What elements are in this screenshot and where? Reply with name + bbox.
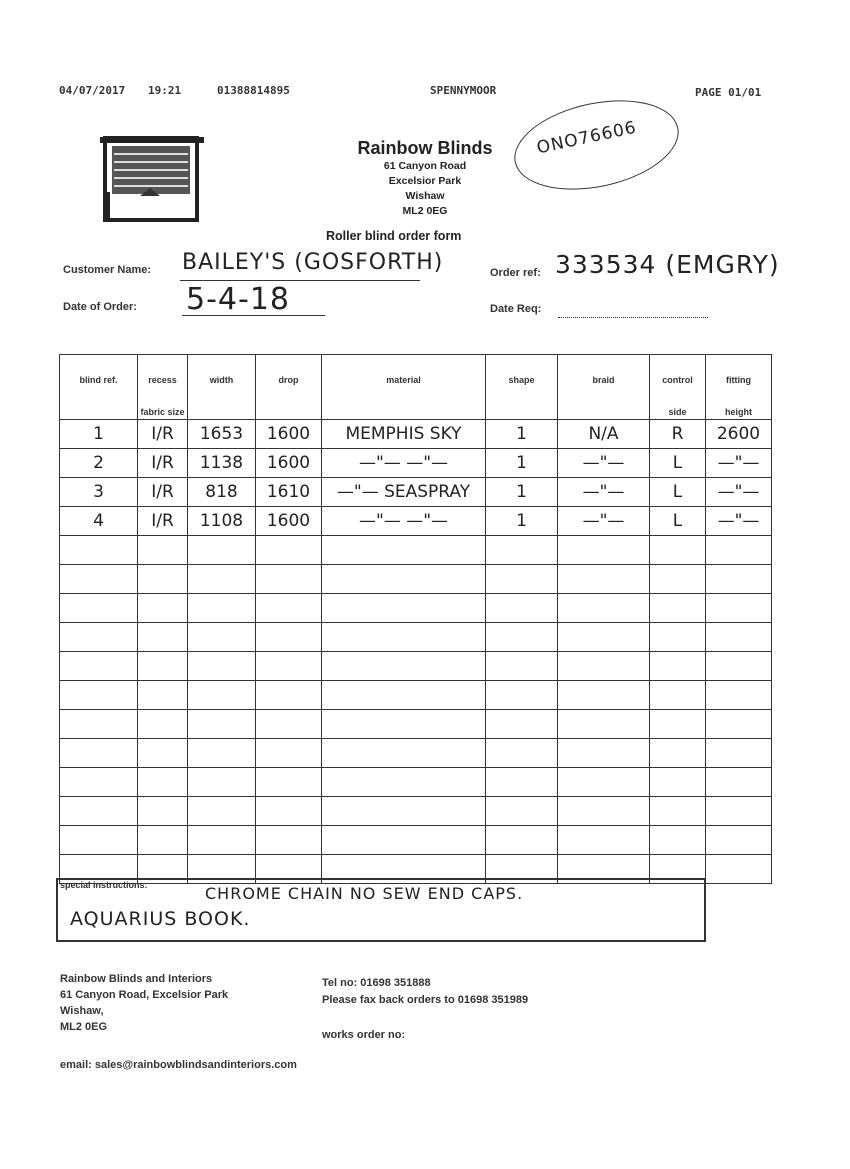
cell-fitting-height[interactable]: [706, 536, 772, 565]
fax-page: PAGE 01/01: [695, 86, 762, 99]
date-req-label: Date Req:: [490, 303, 542, 315]
cell-fitting-height[interactable]: [706, 594, 772, 623]
cell-control-side[interactable]: [650, 652, 706, 681]
header-width: width: [188, 355, 256, 420]
cell-drop[interactable]: [256, 710, 322, 739]
cell-drop[interactable]: 1600: [256, 449, 322, 478]
cell-material[interactable]: [322, 536, 486, 565]
special-instructions-line2[interactable]: AQUARIUS BOOK.: [70, 908, 251, 930]
company-address-line: Wishaw: [405, 190, 445, 202]
cell-control-side[interactable]: [650, 623, 706, 652]
cell-drop[interactable]: [256, 565, 322, 594]
cell-material[interactable]: [322, 594, 486, 623]
cell-blind-ref[interactable]: [60, 797, 138, 826]
cell-fitting-height[interactable]: [706, 826, 772, 855]
table-row-empty: [60, 797, 772, 826]
cell-width[interactable]: [188, 797, 256, 826]
cell-control-side[interactable]: [650, 681, 706, 710]
cell-drop[interactable]: [256, 797, 322, 826]
cell-fitting-height[interactable]: —"—: [706, 507, 772, 536]
stamp-reference: ONO76606: [535, 117, 639, 159]
cell-fitting-height[interactable]: [706, 768, 772, 797]
cell-fitting-height[interactable]: [706, 739, 772, 768]
cell-width[interactable]: [188, 710, 256, 739]
table-row-empty: [60, 594, 772, 623]
header-drop: drop: [256, 355, 322, 420]
cell-shape[interactable]: [486, 652, 558, 681]
table-row-empty: [60, 623, 772, 652]
cell-drop[interactable]: [256, 739, 322, 768]
cell-blind-ref[interactable]: 1: [60, 420, 138, 449]
cell-drop[interactable]: [256, 623, 322, 652]
cell-width[interactable]: [188, 768, 256, 797]
fax-phone: 01388814895: [217, 84, 290, 97]
cell-material[interactable]: —"— SEASPRAY: [322, 478, 486, 507]
cell-shape[interactable]: 1: [486, 507, 558, 536]
cell-shape[interactable]: [486, 623, 558, 652]
cell-drop[interactable]: [256, 681, 322, 710]
cell-drop[interactable]: [256, 768, 322, 797]
company-name: Rainbow Blinds: [357, 138, 493, 158]
cell-width[interactable]: [188, 826, 256, 855]
table-row-empty: [60, 710, 772, 739]
cell-blind-ref[interactable]: 3: [60, 478, 138, 507]
cell-braid[interactable]: [558, 623, 650, 652]
cell-material[interactable]: —"— —"—: [322, 507, 486, 536]
customer-name-value[interactable]: BAILEY'S (GOSFORTH): [182, 250, 444, 275]
cell-control-side[interactable]: [650, 797, 706, 826]
cell-recess[interactable]: [138, 594, 188, 623]
cell-material[interactable]: [322, 739, 486, 768]
cell-width[interactable]: 1653: [188, 420, 256, 449]
cell-material[interactable]: [322, 768, 486, 797]
cell-blind-ref[interactable]: [60, 623, 138, 652]
cell-braid[interactable]: [558, 739, 650, 768]
cell-braid[interactable]: [558, 652, 650, 681]
cell-recess[interactable]: [138, 826, 188, 855]
cell-width[interactable]: 818: [188, 478, 256, 507]
cell-fitting-height[interactable]: [706, 623, 772, 652]
cell-recess[interactable]: [138, 652, 188, 681]
cell-width[interactable]: [188, 739, 256, 768]
cell-shape[interactable]: [486, 710, 558, 739]
cell-control-side[interactable]: L: [650, 478, 706, 507]
table-row-empty: [60, 536, 772, 565]
cell-fitting-height[interactable]: —"—: [706, 478, 772, 507]
cell-control-side[interactable]: L: [650, 449, 706, 478]
cell-width[interactable]: [188, 681, 256, 710]
form-title: Roller blind order form: [326, 229, 462, 243]
cell-fitting-height[interactable]: [706, 797, 772, 826]
table-header-row: [60, 355, 772, 420]
cell-shape[interactable]: [486, 797, 558, 826]
company-address-line: ML2 0EG: [402, 205, 448, 217]
cell-control-side[interactable]: [650, 594, 706, 623]
cell-drop[interactable]: [256, 594, 322, 623]
cell-recess[interactable]: [138, 681, 188, 710]
cell-braid[interactable]: —"—: [558, 478, 650, 507]
cell-recess[interactable]: I/R: [138, 507, 188, 536]
cell-blind-ref[interactable]: [60, 768, 138, 797]
order-ref-value[interactable]: 333534 (EMGRY): [555, 250, 780, 279]
cell-shape[interactable]: [486, 826, 558, 855]
header-shape: shape: [486, 355, 558, 420]
cell-fitting-height[interactable]: —"—: [706, 449, 772, 478]
fax-date: 04/07/2017: [59, 84, 126, 97]
order-table: [59, 354, 772, 884]
cell-control-side[interactable]: [650, 826, 706, 855]
cell-control-side[interactable]: L: [650, 507, 706, 536]
cell-blind-ref[interactable]: [60, 565, 138, 594]
cell-braid[interactable]: [558, 797, 650, 826]
cell-recess[interactable]: [138, 565, 188, 594]
cell-braid[interactable]: —"—: [558, 507, 650, 536]
cell-blind-ref[interactable]: [60, 826, 138, 855]
cell-shape[interactable]: 1: [486, 420, 558, 449]
footer-fax: Please fax back orders to 01698 351989: [322, 994, 529, 1006]
cell-braid[interactable]: [558, 594, 650, 623]
cell-material[interactable]: [322, 797, 486, 826]
cell-shape[interactable]: 1: [486, 449, 558, 478]
fax-time: 19:21: [148, 84, 182, 97]
cell-recess[interactable]: [138, 710, 188, 739]
cell-width[interactable]: 1138: [188, 449, 256, 478]
cell-fitting-height[interactable]: [706, 681, 772, 710]
table-row: [60, 449, 772, 478]
header-fitting-height: fitting height: [706, 355, 772, 420]
cell-drop[interactable]: 1610: [256, 478, 322, 507]
cell-shape[interactable]: [486, 536, 558, 565]
cell-control-side[interactable]: R: [650, 420, 706, 449]
cell-material[interactable]: [322, 710, 486, 739]
header-blind-ref: blind ref.: [60, 355, 138, 420]
footer-address-line: ML2 0EG: [60, 1021, 108, 1033]
cell-control-side[interactable]: [650, 536, 706, 565]
fax-location: SPENNYMOOR: [430, 84, 497, 97]
special-instructions-label: special instructions:: [60, 880, 148, 890]
cell-braid[interactable]: —"—: [558, 449, 650, 478]
cell-drop[interactable]: 1600: [256, 507, 322, 536]
cell-shape[interactable]: 1: [486, 478, 558, 507]
cell-fitting-height[interactable]: 2600: [706, 420, 772, 449]
cell-shape[interactable]: [486, 739, 558, 768]
table-row: [60, 478, 772, 507]
header-recess: recess fabric size: [138, 355, 188, 420]
cell-blind-ref[interactable]: [60, 710, 138, 739]
cell-braid[interactable]: [558, 565, 650, 594]
cell-material[interactable]: MEMPHIS SKY: [322, 420, 486, 449]
cell-shape[interactable]: [486, 594, 558, 623]
header-control-side: control side: [650, 355, 706, 420]
cell-fitting-height[interactable]: [706, 710, 772, 739]
cell-shape[interactable]: [486, 681, 558, 710]
cell-drop[interactable]: 1600: [256, 420, 322, 449]
cell-drop[interactable]: [256, 826, 322, 855]
company-address-line: 61 Canyon Road: [383, 160, 467, 172]
cell-blind-ref[interactable]: 4: [60, 507, 138, 536]
cell-width[interactable]: [188, 652, 256, 681]
table-row-empty: [60, 739, 772, 768]
cell-recess[interactable]: [138, 623, 188, 652]
cell-braid[interactable]: [558, 768, 650, 797]
customer-name-underline: [180, 280, 420, 281]
cell-shape[interactable]: [486, 768, 558, 797]
footer-email: email: sales@rainbowblindsandinteriors.com: [60, 1059, 297, 1071]
cell-control-side[interactable]: [650, 768, 706, 797]
cell-fitting-height[interactable]: [706, 855, 772, 884]
table-row: [60, 507, 772, 536]
cell-control-side[interactable]: [650, 739, 706, 768]
order-ref-label: Order ref:: [490, 267, 541, 279]
cell-material[interactable]: [322, 565, 486, 594]
cell-braid[interactable]: [558, 681, 650, 710]
footer-company-block: [60, 971, 228, 1035]
cell-braid[interactable]: [558, 826, 650, 855]
table-row-empty: [60, 565, 772, 594]
cell-recess[interactable]: [138, 739, 188, 768]
cell-material[interactable]: [322, 826, 486, 855]
cell-blind-ref[interactable]: [60, 652, 138, 681]
header-material: material: [322, 355, 486, 420]
cell-width[interactable]: 1108: [188, 507, 256, 536]
footer-address-line: 61 Canyon Road, Excelsior Park: [60, 989, 229, 1001]
table-row: [60, 420, 772, 449]
cell-braid[interactable]: N/A: [558, 420, 650, 449]
cell-material[interactable]: [322, 623, 486, 652]
table-row-empty: [60, 826, 772, 855]
cell-blind-ref[interactable]: [60, 739, 138, 768]
cell-blind-ref[interactable]: [60, 536, 138, 565]
cell-width[interactable]: [188, 623, 256, 652]
table-row-empty: [60, 652, 772, 681]
cell-recess[interactable]: I/R: [138, 420, 188, 449]
cell-control-side[interactable]: [650, 565, 706, 594]
cell-recess[interactable]: [138, 768, 188, 797]
date-of-order-label: Date of Order:: [63, 301, 137, 313]
customer-name-label: Customer Name:: [63, 264, 152, 276]
cell-braid[interactable]: [558, 710, 650, 739]
cell-recess[interactable]: [138, 536, 188, 565]
cell-width[interactable]: [188, 536, 256, 565]
cell-recess[interactable]: I/R: [138, 478, 188, 507]
footer-company-name: Rainbow Blinds and Interiors: [60, 973, 213, 985]
cell-fitting-height[interactable]: [706, 565, 772, 594]
cell-width[interactable]: [188, 594, 256, 623]
cell-drop[interactable]: [256, 536, 322, 565]
footer-tel: Tel no: 01698 351888: [322, 977, 431, 989]
table-row-empty: [60, 768, 772, 797]
cell-drop[interactable]: [256, 652, 322, 681]
cell-blind-ref[interactable]: [60, 594, 138, 623]
special-instructions-line1[interactable]: CHROME CHAIN NO SEW END CAPS.: [205, 884, 524, 903]
cell-recess[interactable]: I/R: [138, 449, 188, 478]
works-order-label: works order no:: [322, 1029, 406, 1041]
cell-material[interactable]: —"— —"—: [322, 449, 486, 478]
cell-blind-ref[interactable]: 2: [60, 449, 138, 478]
cell-width[interactable]: [188, 565, 256, 594]
cell-material[interactable]: [322, 652, 486, 681]
cell-shape[interactable]: [486, 565, 558, 594]
cell-control-side[interactable]: [650, 710, 706, 739]
header-braid: braid: [558, 355, 650, 420]
date-req-underline: [558, 317, 708, 318]
company-address-line: Excelsior Park: [388, 175, 462, 187]
table-row-empty: [60, 681, 772, 710]
cell-recess[interactable]: [138, 797, 188, 826]
cell-fitting-height[interactable]: [706, 652, 772, 681]
cell-braid[interactable]: [558, 536, 650, 565]
cell-blind-ref[interactable]: [60, 681, 138, 710]
cell-material[interactable]: [322, 681, 486, 710]
footer-address-line: Wishaw,: [60, 1005, 104, 1017]
date-of-order-underline: [182, 315, 325, 316]
date-of-order-value[interactable]: 5-4-18: [186, 282, 290, 317]
